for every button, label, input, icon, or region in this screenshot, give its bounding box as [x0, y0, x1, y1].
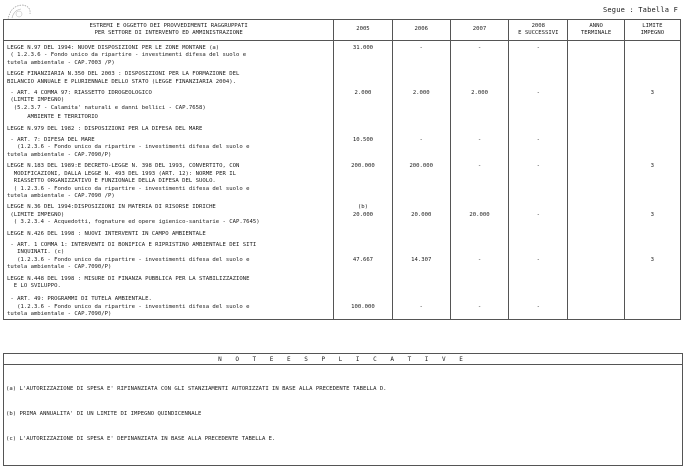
cell-2006: - — [392, 290, 450, 319]
cell-2005: 100.000 — [334, 290, 392, 319]
table-row — [4, 200, 681, 226]
cell-anno-terminale — [568, 86, 624, 112]
row-description: LEGGE N.979 DEL 1982 : DISPOSIZIONI PER LA DIFESA DEL MARE — [4, 122, 334, 133]
cell-2006: - — [392, 41, 450, 68]
cell-2007: - — [450, 238, 508, 272]
cell-2005: 2.000 — [334, 86, 392, 112]
cell-2006 — [392, 122, 450, 133]
cell-2007: 2.000 — [450, 86, 508, 112]
appropriations-table — [3, 19, 681, 320]
cell-anno-terminale — [568, 159, 624, 200]
row-description: - ART. 49: PROGRAMMI DI TUTELA AMBIENTALE. (1.2.3.6 - Fondo unico da ripartire - investimenti difesa del suolo e tutela ambientale - CAP.7090/P) — [4, 290, 334, 319]
cell-2007 — [450, 112, 508, 121]
cell-limite-impegno — [624, 41, 680, 68]
cell-2005: 200.000 — [334, 159, 392, 200]
cell-anno-terminale — [568, 122, 624, 133]
table-row — [4, 290, 681, 319]
cell-2008-successivi: - — [509, 238, 568, 272]
cell-2006: 200.000 — [392, 159, 450, 200]
notes-list — [6, 368, 387, 460]
cell-2008-successivi — [509, 67, 568, 86]
cell-anno-terminale — [568, 290, 624, 319]
cell-2008-successivi: - — [509, 200, 568, 226]
cell-2007: - — [450, 133, 508, 159]
row-description: - ART. 7: DIFESA DEL MARE (1.2.3.6 - Fondo unico da ripartire - investimenti difesa del suolo e tutela ambientale - CAP.7090/P) — [4, 133, 334, 159]
cell-2008-successivi: - — [509, 133, 568, 159]
cell-2008-successivi — [509, 112, 568, 121]
cell-2006: 14.307 — [392, 238, 450, 272]
row-description: - ART. 4 COMMA 97: RIASSETTO IDROGEOLOGICO (LIMITE IMPEGNO) (5.2.3.7 - Calamita' naturali e danni bellici - CAP.7658) — [4, 86, 334, 112]
cell-anno-terminale — [568, 67, 624, 86]
table-row — [4, 122, 681, 133]
cell-2005 — [334, 227, 392, 238]
cell-2007 — [450, 272, 508, 291]
cell-2005 — [334, 67, 392, 86]
cell-anno-terminale — [568, 200, 624, 226]
table-row — [4, 272, 681, 291]
note-a: (a) L'AUTORIZZAZIONE DI SPESA E' RIFINANZIATA CON GLI STANZIAMENTI AUTORIZZATI IN BASE ALLA PRECEDENTE TABELLA D. — [6, 385, 387, 392]
cell-limite-impegno — [624, 272, 680, 291]
cell-2006 — [392, 67, 450, 86]
cell-2005: 47.667 — [334, 238, 392, 272]
table-row — [4, 41, 681, 68]
column-header-2008-successivi: 2008 E SUCCESSIVI — [509, 20, 568, 41]
row-description: LEGGE N.36 DEL 1994:DISPOSIZIONI IN MATERIA DI RISORSE IDRICHE (LIMITE IMPEGNO) ( 3.2.3.4 - Acquedotti, fognature ed opere igienico-sanitarie - CAP.7645) — [4, 200, 334, 226]
table-row — [4, 67, 681, 86]
cell-2005: 10.500 — [334, 133, 392, 159]
column-header-anno-terminale: ANNO TERMINALE — [568, 20, 624, 41]
table-row — [4, 159, 681, 200]
cell-2007: 20.000 — [450, 200, 508, 226]
table-row — [4, 238, 681, 272]
cell-anno-terminale — [568, 112, 624, 121]
cell-2005: 31.000 — [334, 41, 392, 68]
column-header-description: ESTREMI E OGGETTO DEI PROVVEDIMENTI RAGGRUPPATI PER SETTORE DI INTERVENTO ED AMMINISTRAZIONE — [4, 20, 334, 41]
table-row — [4, 86, 681, 112]
cell-2007: - — [450, 290, 508, 319]
cell-anno-terminale — [568, 238, 624, 272]
cell-2007: - — [450, 41, 508, 68]
note-c: (c) L'AUTORIZZAZIONE DI SPESA E' DEFINANZIATA IN BASE ALLA PRECEDENTE TABELLA E. — [6, 436, 276, 443]
cell-anno-terminale — [568, 133, 624, 159]
cell-2007: - — [450, 159, 508, 200]
notes-section — [3, 364, 683, 466]
table-row — [4, 112, 681, 121]
cell-2005 — [334, 122, 392, 133]
cell-limite-impegno — [624, 122, 680, 133]
cell-anno-terminale — [568, 227, 624, 238]
cell-limite-impegno: 3 — [624, 200, 680, 226]
cell-limite-impegno: 3 — [624, 238, 680, 272]
cell-limite-impegno — [624, 227, 680, 238]
cell-limite-impegno — [624, 133, 680, 159]
cell-limite-impegno: 3 — [624, 159, 680, 200]
cell-2007 — [450, 227, 508, 238]
cell-2008-successivi — [509, 227, 568, 238]
column-header-2005: 2005 — [334, 20, 392, 41]
cell-2006 — [392, 112, 450, 121]
column-header-limite-impegno: LIMITE IMPEGNO — [624, 20, 680, 41]
table-row — [4, 227, 681, 238]
cell-2008-successivi — [509, 122, 568, 133]
cell-2008-successivi: - — [509, 86, 568, 112]
cell-2005: (b) 20.000 — [334, 200, 392, 226]
row-description: AMBIENTE E TERRITORIO — [4, 112, 334, 121]
cell-limite-impegno — [624, 67, 680, 86]
cell-2007 — [450, 122, 508, 133]
cell-2005 — [334, 112, 392, 121]
cell-2006: - — [392, 133, 450, 159]
column-header-2007: 2007 — [450, 20, 508, 41]
column-header-2006: 2006 — [392, 20, 450, 41]
cell-2008-successivi — [509, 272, 568, 291]
cell-2006: 2.000 — [392, 86, 450, 112]
cell-2005 — [334, 272, 392, 291]
cell-2006 — [392, 272, 450, 291]
note-b: (b) PRIMA ANNUALITA' DI UN LIMITE DI IMPEGNO QUINDICENNALE — [6, 411, 202, 418]
cell-2008-successivi: - — [509, 41, 568, 68]
cell-2006 — [392, 227, 450, 238]
cell-limite-impegno — [624, 112, 680, 121]
table-header-row — [4, 20, 681, 41]
cell-2008-successivi: - — [509, 159, 568, 200]
row-description: LEGGE N.426 DEL 1998 : NUOVI INTERVENTI IN CAMPO AMBIENTALE — [4, 227, 334, 238]
cell-2007 — [450, 67, 508, 86]
row-description: LEGGE N.448 DEL 1998 : MISURE DI FINANZA PUBBLICA PER LA STABILIZZAZIONE E LO SVILUPPO. — [4, 272, 334, 291]
cell-2006: 20.000 — [392, 200, 450, 226]
cell-limite-impegno — [624, 290, 680, 319]
row-description: LEGGE FINANZIARIA N.350 DEL 2003 : DISPOSIZIONI PER LA FORMAZIONE DEL BILANCIO ANNUALE E PLURIENNALE DELLO STATO (LEGGE FINANZIARIA 2004). — [4, 67, 334, 86]
table-row — [4, 133, 681, 159]
cell-anno-terminale — [568, 272, 624, 291]
row-description: LEGGE N.183 DEL 1989:E DECRETO-LEGGE N. 398 DEL 1993, CONVERTITO, CON MODIFICAZIONI, DALLA LEGGE N. 493 DEL 1993 (ART. 12): NORME PER IL RIASSETTO ORGANIZZATIVO E FUNZIONALE DELLA DIFESA DEL SUOLO. ( 1.2.3.6 - Fondo unico da ripartire - investimenti difesa del suolo e tutela ambientale - CAP.7090 /P) — [4, 159, 334, 200]
row-description: - ART. 1 COMMA 1: INTERVENTI DI BONIFICA E RIPRISTINO AMBIENTALE DEI SITI INQUINATI. (c) (1.2.3.6 - Fondo unico da ripartire - investimenti difesa del suolo e tutela ambientale - CAP.7090/P) — [4, 238, 334, 272]
row-description: LEGGE N.97 DEL 1994: NUOVE DISPOSIZIONI PER LE ZONE MONTANE (a) ( 1.2.3.6 - Fondo unico da ripartire - investimenti difesa del suolo e tutela ambientale - CAP.7003 /P) — [4, 41, 334, 68]
table-reference-label: Segue : Tabella F — [602, 6, 678, 14]
notes-title: N O T E E S P L I C A T I V E — [3, 353, 683, 365]
cell-limite-impegno: 3 — [624, 86, 680, 112]
cell-2008-successivi: - — [509, 290, 568, 319]
cell-anno-terminale — [568, 41, 624, 68]
